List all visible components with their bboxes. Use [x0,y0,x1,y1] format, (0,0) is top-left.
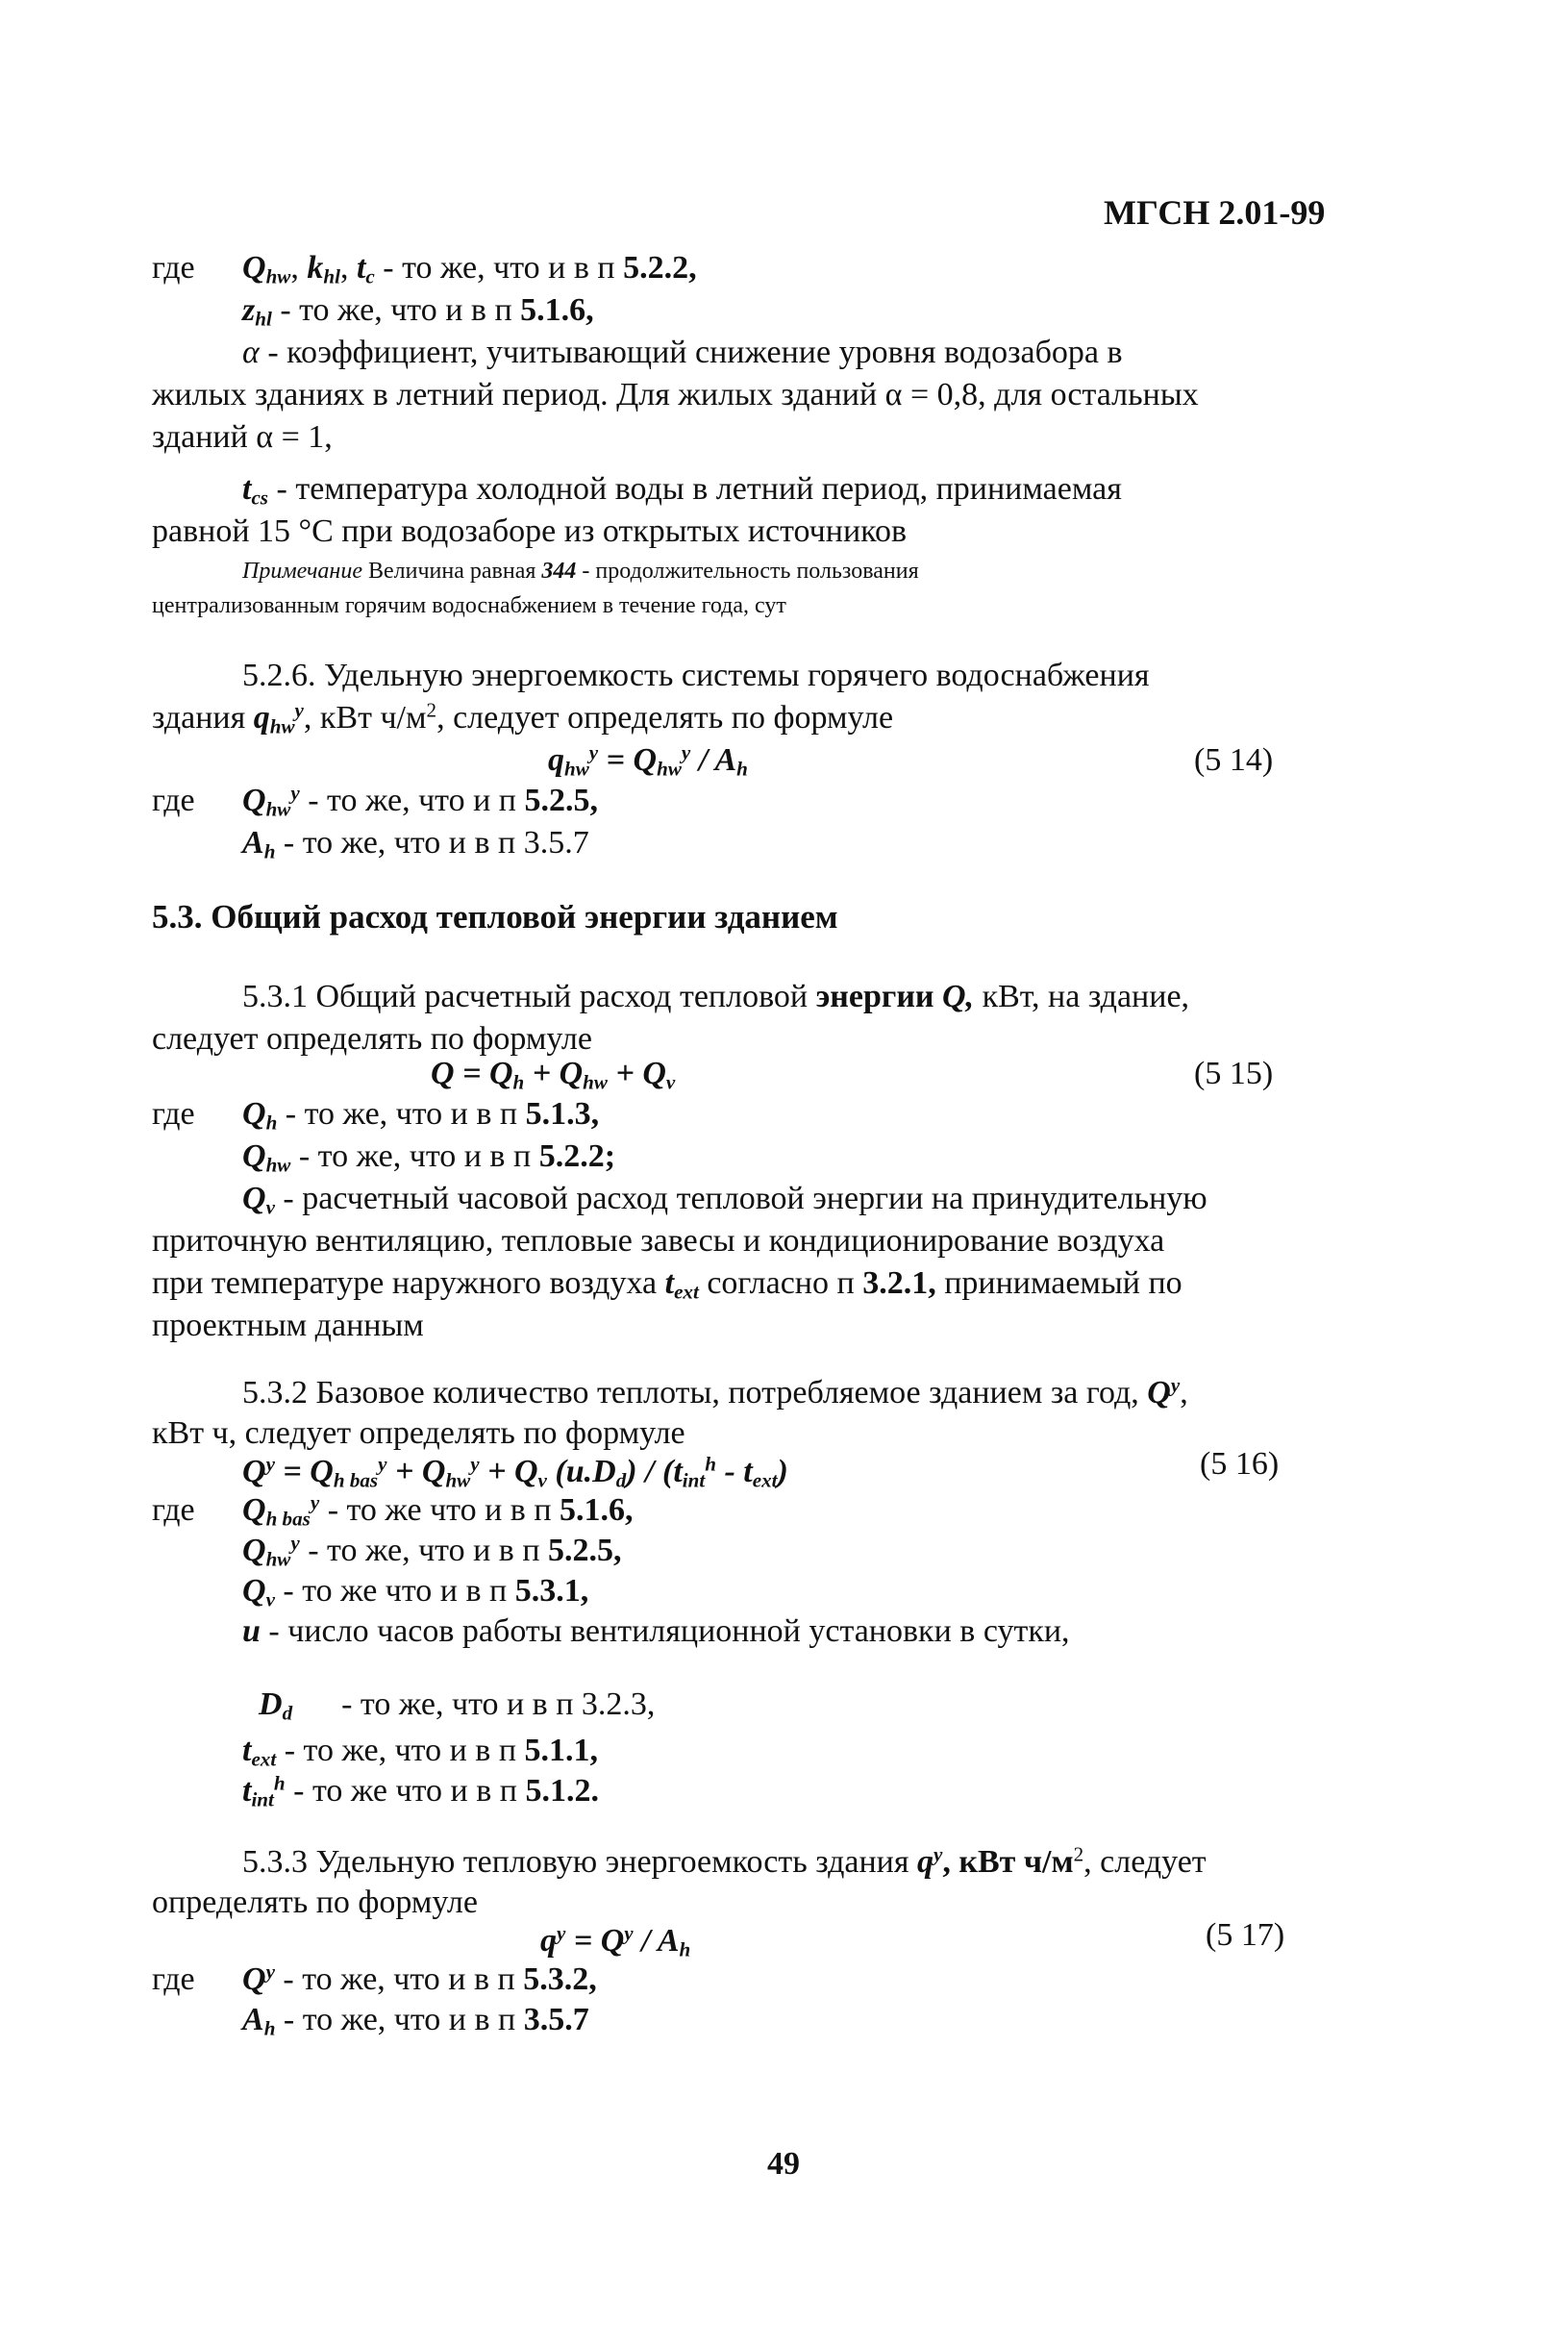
definition-line: $t_{cs}$ - температура холодной воды в летний период, принимаемая [242,471,1122,510]
definition-line: $Q^y$ - то же, что и в п 5.3.2, [242,1960,597,1997]
paragraph-line: приточную вентиляцию, тепловые завесы и кондиционирование воздуха [152,1223,1165,1259]
definition-line: $Q_{h bas}^y$ - то же что и в п 5.1.6, [242,1490,634,1531]
formula: $Q^y = Q_{h bas}^y + Q_{hw}^y + Q_v$ $(u.D_d) / (t_{int}^h - t_{ext})$ [242,1452,788,1492]
formula-number: (5 15) [1194,1056,1274,1091]
paragraph-line: равной 15 °С при водозаборе из открытых источников [152,513,908,549]
paragraph-line: 5.3.3 Удельную тепловую энергоемкость здания $q^y$, кВт $ч/м^2$, следует [242,1842,1207,1880]
formula-number: (5 14) [1194,742,1274,778]
definition-line: $D_d$ - то же, что и в п 3.2.3, [259,1686,656,1725]
note-line: централизованным горячим водоснабжением в течение года, сут [152,593,786,618]
formula: $q^y = Q^y / A_h$ [540,1921,691,1961]
paragraph-line: проектным данным [152,1308,424,1343]
definition-line: $Q_h$ - то же, что и в п 5.1.3, [242,1096,600,1135]
paragraph-line: 5.3.2 Базовое количество теплоты, потребляемое зданием за год, $Q^y$, [242,1373,1188,1411]
note-line: Примечание Величина равная 344 - продолжительность пользования [242,559,919,584]
where-label: где [152,783,195,818]
paragraph-line: зданий α = 1, [152,419,333,455]
definition-line: $Q_{hw}^y$ - то же, что и п 5.2.5, [242,781,598,821]
definition-line: $A_h$ - то же, что и в п 3.5.7 [242,2002,589,2040]
definition-line: u - число часов работы вентиляционной установки в сутки, [242,1613,1070,1649]
document-code: МГСН 2.01-99 [1104,193,1326,232]
formula-number: (5 17) [1206,1917,1285,1953]
definition-line: α - коэффициент, учитывающий снижение уровня водозабора в [242,335,1123,370]
definition-line: $Q_v$ - то же что и в п 5.3.1, [242,1573,589,1611]
definition-line: $Q_v$ - расчетный часовой расход тепловой энергии на принудительную [242,1181,1207,1219]
formula: $Q = Q_h + Q_{hw} + Q_v$ [431,1056,676,1094]
paragraph-line: 5.3.1 Общий расчетный расход тепловой энергии Q, кВт, на здание, [242,979,1190,1014]
definition-line: $t_{ext}$ - то же, что и в п 5.1.1, [242,1733,599,1771]
definition-line: $Q_{hw}$, $k_{hl}$, $t_c$ - то же, что и в п 5.2.2, [242,250,697,288]
where-label: где [152,1096,195,1132]
definition-line: $t_{int}^h$ - то же что и в п 5.1.2. [242,1771,599,1811]
definition-line: $Q_{hw}^y$ - то же, что и в п 5.2.5, [242,1531,622,1571]
where-label: где [152,250,195,286]
paragraph-line: при температуре наружного воздуха $t_{ext}$ согласно п 3.2.1, принимаемый по [152,1265,1182,1304]
formula: $q_{hw}^y = Q_{hw}^y / A_h$ [548,740,748,781]
where-label: где [152,1961,195,1997]
paragraph-line: кВт ч, следует определять по формуле [152,1415,685,1451]
paragraph-line: 5.2.6. Удельную энергоемкость системы горячего водоснабжения [242,658,1150,693]
paragraph-line: здания $q_{hw}^y$, кВт $ч/м^2$, следует определять по формуле [152,698,894,738]
paragraph-line: определять по формуле [152,1885,478,1920]
where-label: где [152,1492,195,1528]
section-heading: 5.3. Общий расход тепловой энергии зданием [152,898,838,936]
page-number: 49 [767,2146,800,2182]
paragraph-line: следует определять по формуле [152,1021,592,1057]
definition-line: $z_{hl}$ - то же, что и в п 5.1.6, [242,292,594,331]
paragraph-line: жилых зданиях в летний период. Для жилых зданий α = 0,8, для остальных [152,377,1199,412]
formula-number: (5 16) [1200,1446,1280,1482]
definition-line: $Q_{hw}$ - то же, что и в п 5.2.2; [242,1138,616,1177]
definition-line: $A_h$ - то же, что и в п 3.5.7 [242,825,589,863]
